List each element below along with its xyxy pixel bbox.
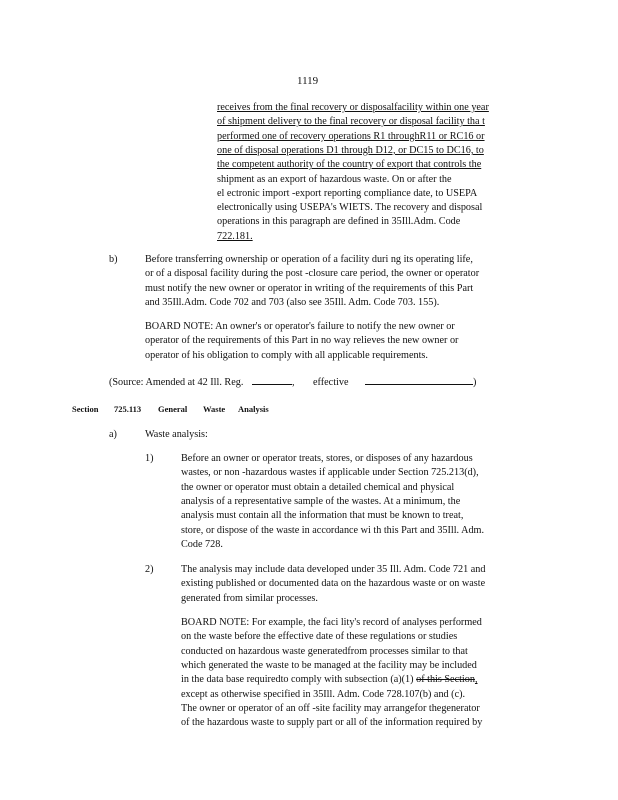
para-a-text: Waste analysis: (145, 429, 208, 440)
item2-note-line-part: which generated the waste to be managed at the facility may be included (181, 659, 477, 671)
item2-note-line (181, 716, 536, 729)
item2-note-line-part: The owner or operator of an off -site facility may arrangefor thegenerator (181, 702, 480, 714)
para-b-line: must notify the new owner or operator in writing of the requirements of this Part (145, 282, 474, 294)
item2-note-line (181, 702, 536, 715)
item2-note-line-part: of the hazardous waste to supply part or all of the information required by (181, 717, 483, 729)
continued-line: operations in this paragraph are defined in 35Ill.Adm. Code (217, 216, 461, 228)
effective-blank (365, 374, 473, 385)
source-comma: , (291, 377, 295, 388)
para-b-note-line: BOARD NOTE: An owner's or operator's failure to notify the new owner or (145, 321, 455, 332)
continued-line: the competent authority of the country of export that controls the (217, 159, 482, 171)
item2-note-line-part: except as otherwise specified in 35Ill. Adm. Code 728.107(b) and (c). (181, 688, 466, 700)
item2-note-line (181, 645, 536, 658)
item1-line: analysis of a representative sample of the wastes. At a minimum, the (181, 495, 461, 507)
source-close: ) (473, 377, 477, 388)
item1-line: the owner or operator must obtain a detailed chemical and physical (181, 481, 455, 493)
item2-note-line-part: on the waste before the effective date of these regulations or studies (181, 631, 458, 643)
section-label: Section (72, 404, 99, 414)
source-effective: effective (313, 377, 349, 388)
item2-note-line-part: in the data base requiredto comply with subsection (a)(1) (181, 674, 417, 686)
section-title-word3: Analysis (238, 404, 269, 414)
item1-line: store, or dispose of the waste in accordance wi th this Part and 35Ill. Adm. (181, 524, 485, 536)
item2-note-line-part: of this Section (416, 674, 475, 686)
item2-note-line (181, 630, 536, 643)
continued-line: performed one of recovery operations R1 throughR11 or RC16 or (217, 130, 485, 142)
page-number: 1119 (297, 75, 319, 87)
item2-note-line (181, 673, 536, 686)
continued-line: electronically using USEPA's WIETS. The recovery and disposal (217, 202, 483, 214)
para-b-label: b) (109, 254, 118, 265)
reg-blank (252, 374, 292, 385)
continued-line: of shipment delivery to the final recovery or disposal facility tha t (217, 116, 485, 128)
continued-line: el ectronic import -export reporting compliance date, to USEPA (217, 187, 478, 199)
item2-note-line (181, 688, 536, 701)
item2-note-line-part: , (474, 674, 478, 686)
item2-note-line-part: conducted on hazardous waste generatedfrom processes similar to that (181, 645, 468, 657)
para-b-line: or of a disposal facility during the post -closure care period, the owner or operator (145, 268, 480, 280)
para-b-line: Before transferring ownership or operation of a facility duri ng its operating life, (145, 254, 473, 265)
item2-line: existing published or documented data on the hazardous waste or on waste (181, 578, 486, 590)
item1-label: 1) (145, 453, 154, 464)
source-prefix: (Source: Amended at 42 Ill. Reg. (109, 377, 244, 388)
continued-line: receives from the final recovery or disposalfacility within one year (217, 102, 489, 113)
para-b-note-line: operator of his obligation to comply with all applicable requirements. (145, 349, 428, 361)
para-b-note-line: operator of the requirements of this Part in no way relieves the new owner or (145, 335, 459, 347)
item1-line: Before an owner or operator treats, stores, or disposes of any hazardous (181, 453, 473, 464)
item2-line: generated from similar processes. (181, 592, 318, 604)
section-title-word1: General (158, 404, 188, 414)
section-title-word2: Waste (203, 404, 226, 414)
item2-note-line-part: BOARD NOTE: For example, the faci lity's record of analyses performed (181, 617, 482, 628)
item1-line: Code 728. (181, 538, 223, 550)
para-b-line: and 35Ill.Adm. Code 702 and 703 (also see 35Ill. Adm. Code 703. 155). (145, 296, 440, 308)
item2-note-line (181, 659, 536, 672)
continued-line: shipment as an export of hazardous waste. On or after the (217, 173, 452, 185)
continued-line: 722.181. (217, 230, 253, 242)
section-number: 725.113 (114, 404, 142, 414)
continued-line: one of disposal operations D1 through D12, or DC15 to DC16, to (217, 144, 484, 156)
source-line (109, 374, 476, 389)
item1-line: analysis must contain all the information that must be known to treat, (181, 510, 464, 522)
item1-line: wastes, or non -hazardous wastes if applicable under Section 725.213(d), (181, 467, 479, 479)
para-a-label: a) (109, 429, 117, 440)
item2-label: 2) (145, 564, 154, 575)
item2-note-line (181, 616, 536, 629)
item2-line: The analysis may include data developed under 35 Ill. Adm. Code 721 and (181, 564, 486, 575)
